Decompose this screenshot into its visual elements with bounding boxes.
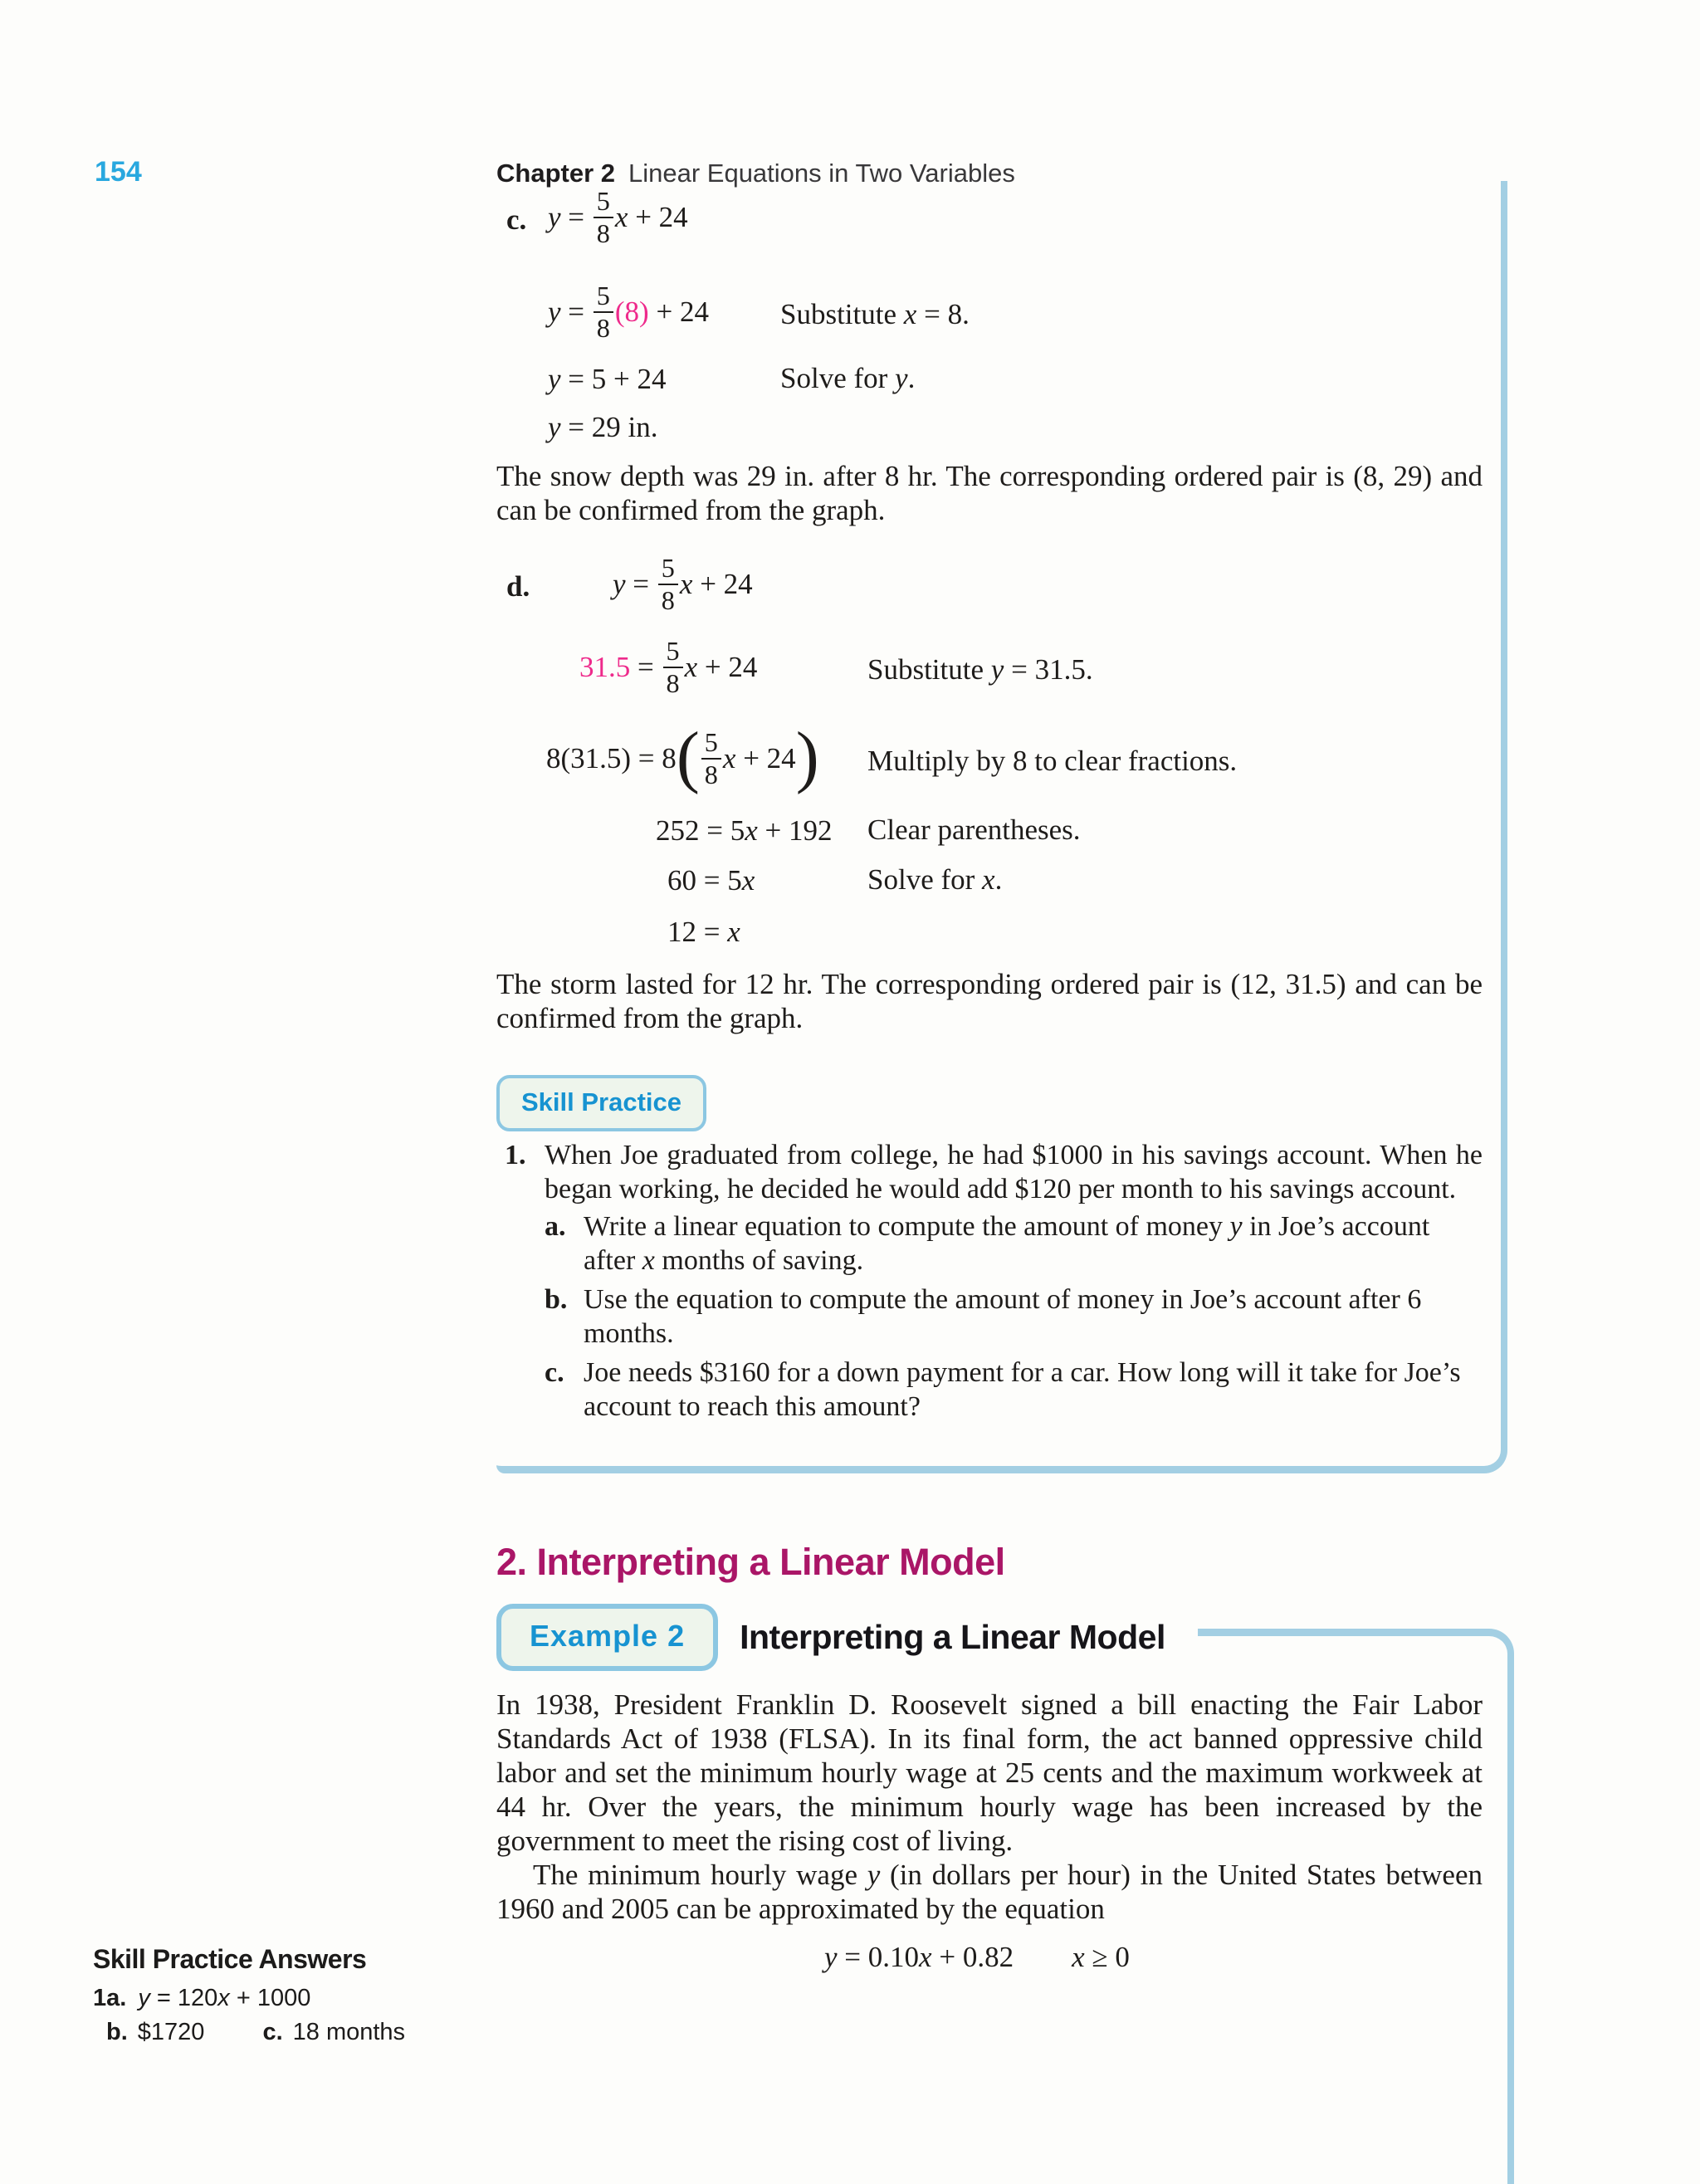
- answer-1a: 1a. y = 120x + 1000: [93, 1985, 311, 2011]
- subitem-label: a.: [545, 1211, 566, 1242]
- subitem-label: c.: [545, 1357, 564, 1388]
- solution-column: [496, 178, 1483, 1424]
- skill-practice-item-1b: [545, 1283, 1483, 1351]
- substituted-value: (8): [614, 296, 649, 329]
- example-2-paragraph-2: The minimum hourly wage y (in dollars per hour) in the United States between 1960 and 2005 can be approximated by the equation: [496, 1859, 1483, 1925]
- step-annotation: Multiply by 8 to clear fractions.: [867, 744, 1238, 777]
- section-heading: 2. Interpreting a Linear Model: [496, 1541, 1005, 1583]
- example-2-title: Interpreting a Linear Model: [740, 1618, 1165, 1656]
- subitem-label: b.: [545, 1284, 568, 1315]
- fraction: $\frac{5}{8}$: [594, 188, 613, 247]
- step-annotation: Solve for x.: [867, 862, 1003, 896]
- answer-label: 1a.: [93, 1985, 127, 2011]
- step-annotation: Substitute y = 31.5.: [867, 652, 1093, 686]
- big-paren-close: ): [795, 718, 819, 795]
- skill-practice-item-1: [496, 1138, 1483, 1206]
- part-c-conclusion: The snow depth was 29 in. after 8 hr. The corresponding ordered pair is (8, 29) and can be confirmed from the graph.: [496, 460, 1483, 526]
- part-c-label: c.: [506, 203, 527, 236]
- example-2-frame-rule: [1198, 1629, 1514, 2184]
- solution-step: [496, 861, 1483, 899]
- part-d-label: d.: [506, 570, 530, 603]
- substituted-value: 31.5: [579, 651, 631, 684]
- equation: 60 = 5x: [667, 863, 755, 897]
- solution-step: [496, 359, 1483, 398]
- fraction: $\frac{5}{8}$: [658, 555, 678, 614]
- solution-step: [496, 273, 1483, 356]
- fraction: $\frac{5}{8}$: [663, 638, 683, 697]
- equation: y = $\frac{5}{8}$ x + 24: [548, 186, 688, 248]
- solution-step: [496, 711, 1483, 811]
- page-number: 154: [95, 156, 142, 188]
- subitem-text: Joe needs $3160 for a down payment for a car. How long will it take for Joe’s account to reach this amount?: [584, 1357, 1461, 1422]
- equation: y = 29 in.: [548, 410, 658, 443]
- skill-practice-answers: [93, 1944, 525, 2046]
- example-2-paragraph-1: In 1938, President Franklin D. Roosevelt signed a bill enacting the Fair Labor Standards Act of 1938 (FLSA). In its final form, the act banned oppressive child labor and set the minimum hourly wage at 25 cents and the maximum workweek at 44 hr. Over the years, the minimum hourly wage has been increased by the government to meet the rising cost of living.: [496, 1688, 1483, 1857]
- equation: y = $\frac{5}{8}$ x + 24: [613, 553, 753, 615]
- step-annotation: Clear parentheses.: [867, 813, 1081, 846]
- chapter-title: Linear Equations in Two Variables: [628, 159, 1015, 188]
- solution-step: [496, 811, 1483, 849]
- equation: 31.5 = $\frac{5}{8}$ x + 24: [579, 636, 758, 698]
- equation: 12 = x: [667, 915, 740, 948]
- big-paren-open: (: [676, 718, 700, 795]
- solution-step: [496, 545, 1483, 628]
- skill-practice-item-1a: [545, 1209, 1483, 1278]
- answer-1b-1c: b. $1720 c. 18 months: [106, 2019, 406, 2045]
- solution-step: [496, 178, 1483, 261]
- equation: y = $\frac{5}{8}$ (8) + 24: [548, 281, 709, 343]
- equation: 8(31.5) = 8( $\frac{5}{8}$ x + 24): [546, 718, 819, 795]
- chapter-label: Chapter 2: [496, 159, 615, 188]
- item-text: When Joe graduated from college, he had $1000 in his savings account. When he began working, he decided he would add $120 per month to his savings account.: [545, 1140, 1483, 1204]
- subitem-text: Use the equation to compute the amount of money in Joe’s account after 6 months.: [584, 1284, 1422, 1349]
- wage-equation: y = 0.10x + 0.82 x ≥ 0: [824, 1941, 1130, 1973]
- item-number: 1.: [505, 1140, 526, 1170]
- equation: 252 = 5x + 192: [656, 814, 833, 847]
- answers-heading: Skill Practice Answers: [93, 1944, 367, 1974]
- fraction: $\frac{5}{8}$: [701, 729, 721, 789]
- answer-label: b.: [106, 2019, 128, 2045]
- part-d-conclusion: The storm lasted for 12 hr. The corresponding ordered pair is (12, 31.5) and can be confirmed from the graph.: [496, 968, 1483, 1034]
- equation: y = 5 + 24: [548, 362, 667, 395]
- solution-step: [496, 912, 1483, 950]
- skill-practice-item-1c: [545, 1356, 1483, 1424]
- example-2-badge: Example 2: [496, 1604, 718, 1671]
- step-annotation: Solve for y.: [780, 361, 916, 394]
- step-annotation: Substitute x = 8.: [780, 297, 970, 330]
- solution-step: [496, 628, 1483, 711]
- fraction: $\frac{5}{8}$: [594, 282, 613, 342]
- answer-label: c.: [262, 2019, 283, 2045]
- skill-practice-badge: Skill Practice: [496, 1075, 706, 1131]
- solution-step: [496, 408, 1483, 446]
- subitem-text: Write a linear equation to compute the amount of money y in Joe’s account after x months of saving.: [584, 1211, 1430, 1276]
